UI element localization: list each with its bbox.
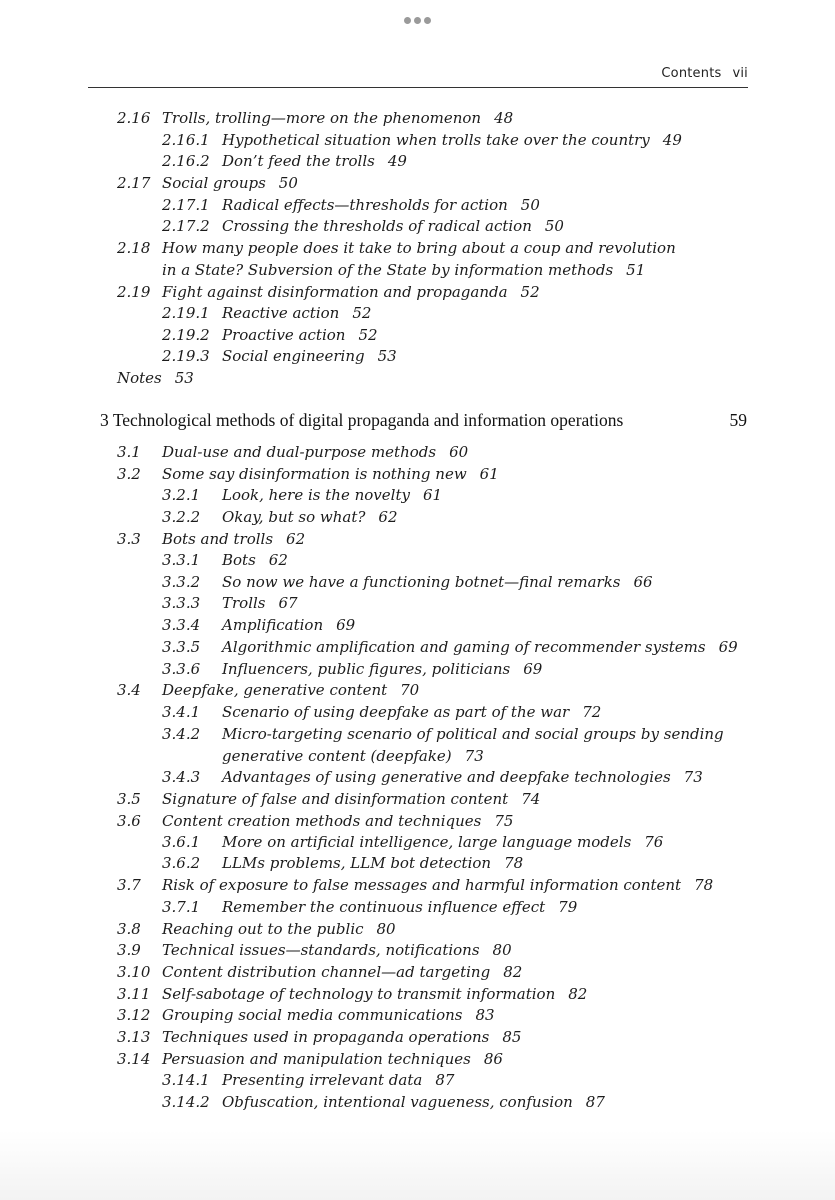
toc-entry-number: 3.3.5 — [162, 638, 201, 656]
toc-entry-title: Obfuscation, intentional vagueness, confusion — [222, 1093, 573, 1111]
toc-entry-number: 2.17 — [117, 174, 151, 192]
toc-entry-page: 67 — [278, 594, 298, 612]
toc-entry-title: Some say disinformation is nothing new — [162, 465, 467, 483]
toc-entry-number: 2.19.3 — [162, 347, 210, 365]
toc-entry-title: Amplification — [222, 616, 324, 634]
toc-entry-number: 3.3.1 — [162, 551, 201, 569]
toc-entry-number: 3.10 — [117, 963, 151, 981]
toc-entry-title: Don’t feed the trolls — [222, 152, 375, 170]
toc-entry-title: Reaching out to the public — [162, 920, 364, 938]
toc-entry-title: Persuasion and manipulation techniques — [162, 1050, 471, 1068]
toc-entry-page: 62 — [286, 530, 306, 548]
toc-entry-number: 2.16 — [117, 109, 151, 127]
toc-entry-number: 3.4 — [117, 681, 141, 699]
toc-entry-title: Content creation methods and techniques — [162, 812, 482, 830]
toc-entry-number: 3.3.3 — [162, 594, 201, 612]
toc-entry-number: 3.8 — [117, 920, 141, 938]
toc-entry-number: 3.6.1 — [162, 833, 201, 851]
toc-entry-title: Influencers, public figures, politicians — [222, 660, 511, 678]
toc-entry-page: 80 — [492, 941, 512, 959]
toc-entry-number: 3.11 — [117, 985, 151, 1003]
toc-entry-page: 66 — [633, 573, 653, 591]
toc-entry-page: 69 — [523, 660, 543, 678]
toc-entry-page: 86 — [483, 1050, 503, 1068]
toc-entry-title: generative content (deepfake) — [222, 747, 452, 765]
toc-entry-number: 3.13 — [117, 1028, 151, 1046]
toc-entry-page: 78 — [504, 854, 524, 872]
folio-page-number: vii — [732, 66, 748, 81]
toc-entry-number: 3.7 — [117, 876, 141, 894]
toc-entry-title: Remember the continuous influence effect — [222, 898, 546, 916]
toc-entry-title: Social groups — [162, 174, 266, 192]
toc-entry-number: 3.1 — [117, 443, 141, 461]
toc-entry-title: Trolls, trolling—more on the phenomenon — [162, 109, 482, 127]
toc-entry-title: Algorithmic amplification and gaming of recommender systems — [222, 638, 706, 656]
toc-entry-title: Okay, but so what? — [222, 508, 366, 526]
toc-entry-number: 3.4.3 — [162, 768, 201, 786]
toc-entry-page: 87 — [435, 1071, 455, 1089]
toc-entry-title: Presenting irrelevant data — [222, 1071, 423, 1089]
toc-entry-number: 3.3 — [117, 530, 141, 548]
toc-entry-number: 2.16.1 — [162, 131, 210, 149]
toc-entry-page: 49 — [387, 152, 407, 170]
toc-entry-title: Signature of false and disinformation content — [162, 790, 509, 808]
toc-entry-number: 3.7.1 — [162, 898, 201, 916]
toc-entry-number: 3.6 — [117, 812, 141, 830]
toc-entry-title: Micro-targeting scenario of political and social groups by sending — [222, 725, 724, 743]
toc-entry-page: 78 — [694, 876, 714, 894]
toc-entry-title: Trolls — [222, 594, 266, 612]
toc-entry-page: 52 — [358, 326, 378, 344]
toc-entry-title: Crossing the thresholds of radical action — [222, 217, 532, 235]
toc-entry-number: 3.6.2 — [162, 854, 201, 872]
toc-entry-page: 75 — [494, 812, 514, 830]
toc-entry-title: Advantages of using generative and deepfake technologies — [222, 768, 671, 786]
running-header — [661, 66, 748, 81]
toc-entry-page: 52 — [520, 283, 540, 301]
toc-entry-page: 53 — [377, 347, 397, 365]
toc-entry-number: 3.2.2 — [162, 508, 201, 526]
toc-entry-page: 61 — [422, 486, 443, 504]
chapter-number: 3 — [100, 410, 109, 430]
toc-entry-title: in a State? Subversion of the State by information methods — [162, 261, 614, 279]
toc-entry-page: 60 — [449, 443, 469, 461]
toc-entry-page: 51 — [626, 261, 646, 279]
toc-entry-number: 3.5 — [117, 790, 141, 808]
toc-entry-title: Radical effects—thresholds for action — [222, 196, 508, 214]
toc-entry-page: 50 — [278, 174, 298, 192]
toc-entry-title: Deepfake, generative content — [162, 681, 388, 699]
chapter-page: 59 — [729, 410, 747, 430]
more-options-icon[interactable] — [0, 9, 835, 28]
toc-entry-number: 2.17.2 — [162, 217, 210, 235]
toc-entry-number: 2.19 — [117, 283, 151, 301]
toc-entry-title: Proactive action — [222, 326, 346, 344]
toc-entry-number: 3.4.2 — [162, 725, 201, 743]
toc-entry-page: 50 — [544, 217, 564, 235]
toc-entry-page: 74 — [521, 790, 541, 808]
toc-entry-page: 83 — [475, 1006, 495, 1024]
toc-entry-page: 49 — [662, 131, 682, 149]
toc-entry-page: 82 — [568, 985, 588, 1003]
toc-entry-page: 76 — [644, 833, 664, 851]
toc-entry-title: More on artificial intelligence, large language models — [222, 833, 632, 851]
toc-entry-title: Look, here is the novelty — [222, 486, 410, 504]
toc-entry-title: Risk of exposure to false messages and harmful information content — [162, 876, 682, 894]
toc-entry-title: Grouping social media communications — [162, 1006, 463, 1024]
toc-entry-page: 72 — [582, 703, 602, 721]
toc-entry-page: 48 — [494, 109, 514, 127]
toc-entry-title: Fight against disinformation and propaganda — [162, 283, 508, 301]
toc-entry-page: 69 — [718, 638, 738, 656]
toc-entry-title: Bots — [222, 551, 256, 569]
toc-entry-number: 3.4.1 — [162, 703, 201, 721]
toc-entry-number: 3.14.1 — [162, 1071, 210, 1089]
toc-entry-title: Notes — [117, 369, 162, 387]
chapter-title: Technological methods of digital propaganda and information operations — [112, 410, 624, 430]
toc-entry-page: 73 — [464, 747, 484, 765]
running-header-title: Contents — [661, 66, 722, 81]
toc-entry-page: 69 — [336, 616, 356, 634]
toc-entry-number: 2.19.1 — [162, 304, 210, 322]
toc-entry-page: 85 — [502, 1028, 522, 1046]
toc-entry-page: 61 — [479, 465, 499, 483]
page-bottom-shadow — [0, 1130, 835, 1200]
toc-entry-title: Content distribution channel—ad targeting — [162, 963, 491, 981]
toc-entry-page: 53 — [174, 369, 194, 387]
toc-entry-title: LLMs problems, LLM bot detection — [222, 854, 492, 872]
toc-entry-number: 3.3.6 — [162, 660, 201, 678]
toc-entry-number: 2.16.2 — [162, 152, 210, 170]
toc-entry-number: 3.2.1 — [162, 486, 201, 504]
toc-entry-number: 2.18 — [117, 239, 151, 257]
toc-entry-number: 2.19.2 — [162, 326, 210, 344]
toc-entry-title: Reactive action — [222, 304, 340, 322]
chapter-heading[interactable] — [100, 409, 747, 431]
toc-entry-page: 80 — [376, 920, 396, 938]
toc-entry-number: 3.14.2 — [162, 1093, 210, 1111]
toc-entry-title: Self-sabotage of technology to transmit information — [162, 985, 556, 1003]
toc-entry-title: Dual-use and dual-purpose methods — [162, 443, 437, 461]
toc-entry-title: Technical issues—standards, notifications — [162, 941, 480, 959]
toc-entry-title: How many people does it take to bring about a coup and revolution — [162, 239, 676, 257]
toc-entry-page: 87 — [585, 1093, 605, 1111]
toc-entry-title: Scenario of using deepfake as part of the war — [222, 703, 570, 721]
toc-entry-title: Hypothetical situation when trolls take over the country — [222, 131, 650, 149]
header-rule — [88, 87, 748, 88]
toc-entry-page: 50 — [520, 196, 540, 214]
toc-entry-page: 52 — [352, 304, 372, 322]
toc-entry-page: 73 — [683, 768, 703, 786]
toc-entry-page: 70 — [400, 681, 420, 699]
toc-entry-number: 3.3.4 — [162, 616, 201, 634]
toc-entry-number: 2.17.1 — [162, 196, 210, 214]
toc-entry-number: 3.14 — [117, 1050, 151, 1068]
toc-entry-number: 3.2 — [117, 465, 141, 483]
toc-entry-title: So now we have a functioning botnet—final remarks — [222, 573, 621, 591]
toc-entry-page: 62 — [268, 551, 288, 569]
toc-entry-title: Techniques used in propaganda operations — [162, 1028, 490, 1046]
toc-entry-title: Bots and trolls — [162, 530, 274, 548]
toc-entry-page: 79 — [558, 898, 578, 916]
toc-entry-number: 3.12 — [117, 1006, 151, 1024]
toc-entry-title: Social engineering — [222, 347, 365, 365]
toc-entry-page: 82 — [503, 963, 523, 981]
toc-entry-number: 3.3.2 — [162, 573, 201, 591]
toc-entry-page: 62 — [378, 508, 398, 526]
toc-entry-number: 3.9 — [117, 941, 141, 959]
